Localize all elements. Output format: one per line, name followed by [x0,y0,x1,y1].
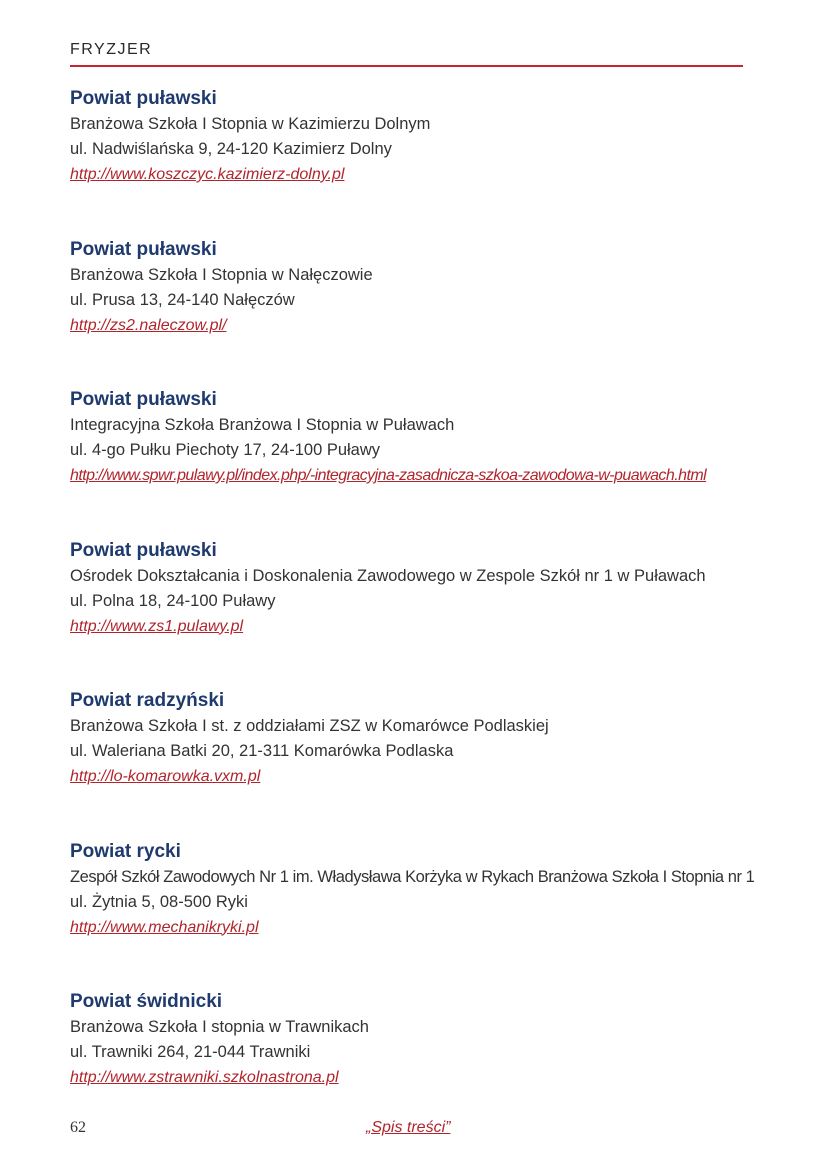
school-name: Integracyjna Szkoła Branżowa I Stopnia w Puławach [70,416,455,434]
page-header [70,40,743,67]
county-heading: Powiat rycki [70,840,181,862]
school-name: Branżowa Szkoła I Stopnia w Nałęczowie [70,265,373,284]
county-heading: Powiat puławski [70,88,217,109]
page-number: 62 [70,1119,86,1136]
county-heading: Powiat puławski [70,389,217,410]
school-website-link[interactable]: http://www.zs1.pulawy.pl [70,617,244,635]
school-name: Zespół Szkół Zawodowych Nr 1 im. Władysława Korżyka w Rykach Branżowa Szkoła I Stopnia nr 1 [70,867,755,886]
county-heading: Powiat puławski [70,539,217,561]
table-of-contents-link[interactable]: „Spis treści” [366,1119,451,1136]
school-address: ul. Nadwiślańska 9, 24-120 Kazimierz Dolny [70,140,392,158]
school-entry [70,538,760,689]
school-website-link[interactable]: http://www.mechanikryki.pl [70,918,259,936]
school-name: Branżowa Szkoła I st. z oddziałami ZSZ w Komarówce Podlaskiej [70,717,549,735]
county-heading: Powiat puławski [70,238,217,260]
school-website-link[interactable]: http://zs2.naleczow.pl/ [70,316,227,334]
school-address: ul. Waleriana Batki 20, 21-311 Komarówka Podlaska [70,742,454,760]
county-heading: Powiat radzyński [70,690,225,711]
school-website-link[interactable]: http://lo-komarowka.vxm.pl [70,768,261,785]
school-name: Branżowa Szkoła I Stopnia w Kazimierzu Dolnym [70,115,431,133]
school-website-link[interactable]: http://www.koszczyc.kazimierz-dolny.pl [70,166,345,183]
school-address: ul. 4-go Pułku Piechoty 17, 24-100 Puławy [70,441,381,459]
school-website-link[interactable]: http://www.zstrawniki.szkolnastrona.pl [70,1069,339,1086]
school-entry [70,688,760,839]
school-name: Ośrodek Dokształcania i Doskonalenia Zawodowego w Zespole Szkół nr 1 w Puławach [70,566,706,585]
school-address: ul. Prusa 13, 24-140 Nałęczów [70,290,295,309]
school-entry [70,387,760,538]
county-heading: Powiat świdnicki [70,991,223,1012]
school-entry [70,989,760,1140]
school-address: ul. Trawniki 264, 21-044 Trawniki [70,1043,311,1061]
section-title: FRYZJER [70,41,153,58]
school-entry [70,237,760,388]
school-address: ul. Polna 18, 24-100 Puławy [70,591,276,610]
school-name: Branżowa Szkoła I stopnia w Trawnikach [70,1018,369,1036]
school-address: ul. Żytnia 5, 08-500 Ryki [70,892,248,911]
school-entry [70,839,760,990]
school-list [70,86,760,1140]
school-website-link[interactable]: http://www.spwr.pulawy.pl/index.php/-integracyjna-zasadnicza-szkoa-zawodowa-w-puawach.html [70,467,707,484]
header-divider [70,65,743,67]
school-entry [70,86,760,237]
